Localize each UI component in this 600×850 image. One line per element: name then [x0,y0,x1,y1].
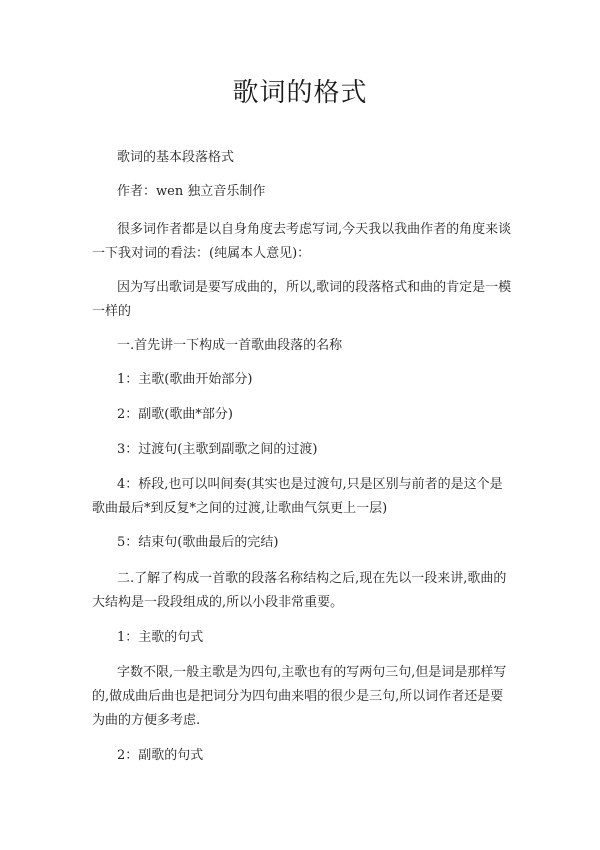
section-two-paragraph: 二.了解了构成一首歌的段落名称结构之后,现在先以一段来讲,歌曲的大结构是一段段组成的,所以小段非常重要。 [92,571,507,610]
list-item-chorus: 2：副歌(歌曲*部分) [117,407,233,422]
page-title: 歌词的格式 [232,78,368,108]
subtitle-paragraph: 歌词的基本段落格式 [117,150,235,165]
list-item-verse: 1：主歌(歌曲开始部分) [117,372,253,387]
section-one-heading: 一.首先讲一下构成一首歌曲段落的名称 [117,338,343,353]
list-item-transition: 3：过渡句(主歌到副歌之间的过渡) [117,442,318,457]
verse-form-paragraph: 字数不限,一般主歌是为四句,主歌也有的写两句三句,但是词是那样写的,做成曲后曲也是把词分为四句曲来唱的很少是三句,所以词作者还是要为曲的方便多考虑. [92,665,507,728]
author-paragraph: 作者：wen 独立音乐制作 [117,184,266,199]
chorus-form-heading: 2：副歌的句式 [117,748,204,763]
list-item-bridge: 4：桥段,也可以叫间奏(其实也是过渡句,只是区别与前者的是这个是歌曲最后*到反复*之间的过渡,让歌曲气氛更上一层) [92,477,503,516]
intro-paragraph: 很多词作者都是以自身角度去考虑写词,今天我以我曲作者的角度来谈一下我对词的看法：(纯属本人意见)： [92,222,512,261]
list-item-ending: 5：结束句(歌曲最后的完结) [117,535,279,550]
verse-form-heading: 1：主歌的句式 [117,630,204,645]
reason-paragraph: 因为写出歌词是要写成曲的，所以,歌词的段落格式和曲的肯定是一模一样的 [92,280,512,319]
